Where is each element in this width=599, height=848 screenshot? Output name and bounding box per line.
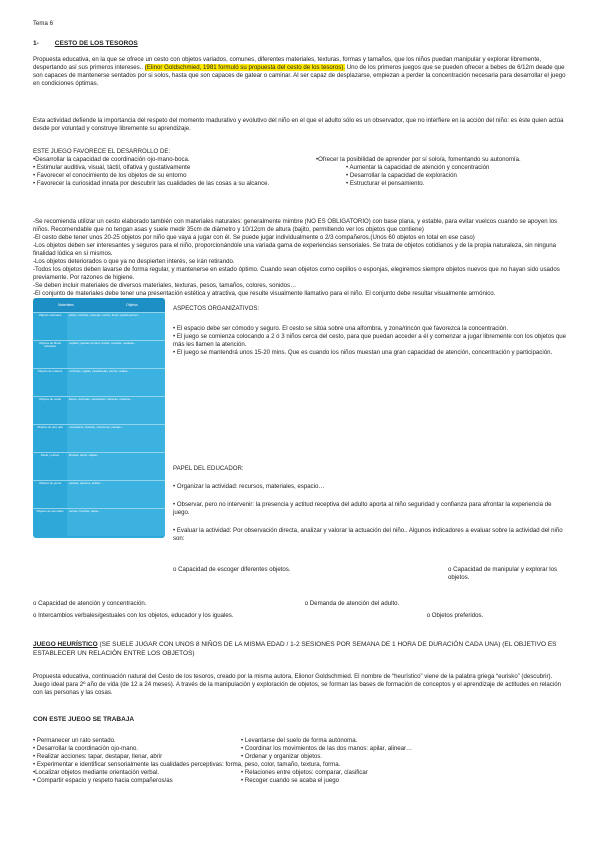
topic-label	[33, 20, 53, 28]
intro-text-a: Propuesta educativa, en la que se ofrece un cesto con objetos variados, comunes, diferentes materiales, texturas, formas y tamaños, que los niños puedan manipular y explorar libremente, despertando así sus primeros intereses..	[33, 56, 542, 72]
organizational-title: ASPECTOS ORGANIZATIVOS:	[173, 305, 260, 312]
indicator-text: o Objetos preferidos.	[426, 612, 484, 619]
educator-role-item: • Observar, pero no intervenir: la presencia y actitud receptiva del adulto aporta al niño seguridad y confianza para afrontar la experiencia de juego.	[173, 501, 552, 517]
list-item: • Levantarse del suelo de forma autónoma.	[241, 737, 358, 744]
indicator-row-3	[33, 612, 566, 620]
section-number: 1-	[33, 40, 39, 47]
list-item: • Experimentar e identificar sensorialmente las cualidades perceptivas: forma, peso, color, tamaño, textura, forma.	[33, 761, 341, 769]
list-item: • Coordinar los movimientos de las dos manos: apilar, alinear…	[241, 745, 413, 753]
section-2-title: JUEGO HEURÍSTICO	[33, 641, 98, 648]
list-item: • Recoger cuando se acaba el juego	[241, 777, 340, 785]
table-cell: Objetos de madera	[37, 369, 63, 373]
list-item: • Realizar acciones: tapar, destapar, llenar, abrir	[33, 753, 163, 761]
table-row	[33, 340, 165, 368]
recommendation-item: -El conjunto de materiales debe tener una presentación estética y atractiva, que resulte visualmente llamativo para el niño. El conjunto debe resultar visualmente armónico.	[33, 290, 496, 298]
list-row	[33, 753, 566, 761]
table-row	[33, 396, 165, 424]
educator-role-item: • Evaluar la actividad: Por observación directa, analizar y valorar la actuación del niño.. Algunos indicadores a evaluar sobre la actividad del niño son:	[173, 527, 563, 543]
educator-role-item: • Organizar la actividad: recursos, materiales, espacio…	[173, 483, 325, 491]
list-row	[33, 745, 566, 753]
table-header-cell: Materiales	[58, 303, 74, 307]
heuristic-paragraph	[33, 673, 566, 697]
table-cell: Objetos de metal	[39, 397, 61, 401]
list-item: •Desarrollar la capacidad de coordinación ojo-mano-boca.	[33, 156, 190, 164]
recommendation-item: -Los objetos deben ser interesantes y seguros para el niño, proporcionándole una variada gama de experiencias sensoriales. Se trata de objetos cotidianos y de la propia naturaleza, sin ninguna finalidad lúdica en sí mismos.	[33, 242, 557, 258]
trabaja-title-text: CON ESTE JUEGO SE TRABAJA	[33, 716, 135, 723]
indicator-text: o Capacidad de atención y concentración.	[33, 600, 147, 607]
section-2-heading	[33, 641, 566, 658]
indicator-row-2	[33, 600, 566, 608]
recommendation-item: -Los objetos deteriorados o que ya no despierten interés, se irán retirando.	[33, 258, 235, 266]
list-item: • Permanecer un rato sentado.	[33, 737, 116, 744]
indicator-text: o Capacidad de manipular y explorar los objetos.	[448, 566, 558, 582]
table-row	[33, 368, 165, 396]
table-cell: Objetos de goma	[38, 481, 61, 485]
intro-paragraph	[33, 56, 566, 88]
highlighted-citation: (Elinor Goldschmied, 1981 formuló su propuesta del cesto de los tesoros).	[144, 64, 345, 72]
recommendation-item: -Se deben incluir materiales de diversos materiales, texturas, pesos, tamaños, colores, sonidos…	[33, 282, 297, 290]
table-cell: pelotas, tapones, anillas...	[67, 481, 165, 508]
table-cell: Objetos de uso diario	[36, 509, 64, 513]
table-cell: Objetos naturales	[38, 313, 62, 317]
list-row	[33, 777, 566, 785]
table-cell: cepillos, pelotas de lana, borlas, cuerdas, madejas...	[67, 341, 165, 368]
table-header	[33, 298, 165, 312]
materials-table	[33, 298, 165, 538]
table-row	[33, 480, 165, 508]
table-cell: monederos, bolsitas, cinturones, pelotas...	[67, 425, 165, 452]
list-item: •Localizar objetos mediante orientación verbal.	[33, 769, 160, 777]
educator-role-block	[173, 465, 566, 543]
indicator-b	[448, 566, 566, 582]
list-item: • Desarrollar la coordinación ojo-mano.	[33, 745, 139, 753]
table-cell: Objetos de fibras naturales	[39, 341, 61, 349]
table-header-cell: Objetos	[126, 303, 138, 307]
table-cell: cucharas, cajitas, castañuelas, pinzas, anillas...	[67, 369, 165, 396]
topic-text: Tema 6	[33, 20, 53, 27]
heuristic-text: Propuesta educativa, continuación natural del Cesto de los tesoros, creado por la misma autora, Elionor Goldschmied. El nombre de “heurístico” viene de la palabra griega “eurisko” (descubrir). Juego ideal para 2º año de vida (de 12 a 24 meses). A través de la manipulación y exploración de objetos, se forman las bases de formación de conceptos y el aprendizaje de actitudes en relación con las personas y las cosas.	[33, 673, 561, 697]
section-1-heading	[33, 40, 138, 49]
table-cell: Objetos de piel, tela	[37, 425, 63, 429]
list-item: • Favorecer la curiosidad innata por descubrir las cualidades de las cosas a su alcance.	[33, 180, 270, 188]
list-item: • Desarrollar la capacidad de exploración	[346, 172, 457, 180]
table-cell: llaves, cucharas, cascabeles, flaneras, cadenas...	[67, 397, 165, 424]
favorece-right-list	[316, 156, 566, 188]
organizational-item: • El espacio debe ser cómodo y seguro. El cesto se sitúa sobre una alfombra, y zona/rincón que favorezca la concentración.	[173, 325, 509, 333]
recommendation-item: -Todos los objetos deben lavarse de forma regular, y mantenerse en estado óptimo. Cuando sean objetos como cepillos o esponjas, elegiremos siempre objetos nuevos que no hayan sido usados previamente. Por razones de higiene.	[33, 266, 560, 282]
trabaja-list	[33, 737, 566, 785]
favorece-left-list	[33, 156, 316, 188]
table-cell: Papel y cartón	[40, 453, 60, 457]
list-item: • Relaciones entre objetos: comparar, clasificar	[241, 769, 368, 777]
favorece-title: ESTE JUEGO FAVORECE EL DESARROLLO DE:	[33, 148, 171, 155]
table-cell: piñas, conchas, esponja, corcho, limón, piedra pómez...	[67, 313, 165, 340]
list-item: • Estimular auditiva, visual, táctil, olfativa y gustativamente	[33, 164, 191, 172]
organizational-block	[173, 305, 566, 357]
recommendation-item: -El cesto debe tener unos 20-25 objetos por niño que vaya a jugar con él. Se puede jugar individualmente o 2/3 compañeros.(Unos 60 objetos en total en ese caso)	[33, 234, 475, 242]
organizational-item: • El juego se mantendrá unos 15-20 mins. Que es cuando los niños muestan una gran capacidad de atención, concentración y participación.	[173, 349, 553, 357]
intro-text-b: Uno de los primeros juegos que se pueden ofrecer a bebes de 6/12m deade que son capaces de mantenerse sentados por si solos, hasta que son capaces de gatear o caminar. Al ser capaz de desplazarse, empiezan a perder la concentración necesaria para desarrollar el juego en condiciones óptimas.	[33, 64, 566, 88]
educator-role-title: PAPEL DEL EDUCADOR:	[173, 465, 244, 472]
table-row	[33, 508, 165, 536]
recommendations-block	[33, 218, 566, 298]
table-row	[33, 424, 165, 452]
list-item: • Favorecer el conocimiento de los objetos de su entorno	[33, 172, 187, 180]
list-item: • Estructurar el pensamiento.	[346, 180, 425, 188]
recommendation-item: -Se recomienda utilizar un cesto elaborado también con materiales naturales: generalmente mimbre (NO ES OBLIGATORIO) con base plana, y estable, para evitar vuelcos cuando se apoyen los niños. Recomendable que no tengan asas y suele medir 35cm de diámetro y 10/12cm de altura (bajito, permitiendo ver los objetos que contiene)	[33, 218, 558, 234]
list-item: • Compartir espacio y respeto hacia compañeros/as	[33, 777, 173, 785]
table-cell: libretas, tubos, cajitas...	[67, 453, 165, 480]
organizational-item: • El juego se comienza colocando a 2 ó 3 niños cerca del cesto, para que puedan acceder a él y comenzar a jugar libremente con los objetos que más les llamen la atención.	[173, 333, 566, 349]
list-row	[33, 761, 566, 769]
respect-text: Esta actividad defiende la importancia del respeto del momento madurativo y evolutivo del niño en el que el adulto sólo es un observador, que no interfiere en la acción del niño: es éste quien actúa desde por voluntad y construye libremente su aprendizaje.	[33, 117, 564, 133]
section-title: CESTO DE LOS TESOROS	[54, 40, 138, 47]
list-row	[33, 737, 566, 745]
list-item: •Ofrecer la posibilidad de aprender por sí solo/a, fomentando su autonomía.	[316, 156, 521, 164]
indicator-a	[173, 566, 423, 574]
list-row	[33, 769, 566, 777]
trabaja-title	[33, 716, 134, 725]
list-item: • Ordenar y organizar objetos.	[241, 753, 323, 761]
favorece-block	[33, 148, 566, 188]
table-row	[33, 452, 165, 480]
list-item: • Aumentar la capacidad de atención y concentración	[346, 164, 490, 172]
indicator-text: o Demanda de atención del adulto.	[304, 600, 400, 607]
table-row	[33, 312, 165, 340]
indicator-text: o Capacidad de escoger diferentes objetos.	[173, 566, 291, 573]
section-2-subtitle: (SE SUELE JUGAR CON UNOS 8 NIÑOS DE LA MISMA EDAD / 1-2 SESIONES POR SEMANA DE 1 HORA DE DURACIÓN CADA UNA) (EL OBJETIVO ES ESTABLECER UN RELACIÓN ENTRE LOS OBJETOS)	[33, 641, 557, 657]
table-cell: peines, brochas, tapas...	[67, 509, 165, 536]
respect-paragraph	[33, 117, 566, 133]
indicator-text: o Intercambios verbales/gestuales con los objetos, educador y los iguales.	[33, 612, 234, 619]
